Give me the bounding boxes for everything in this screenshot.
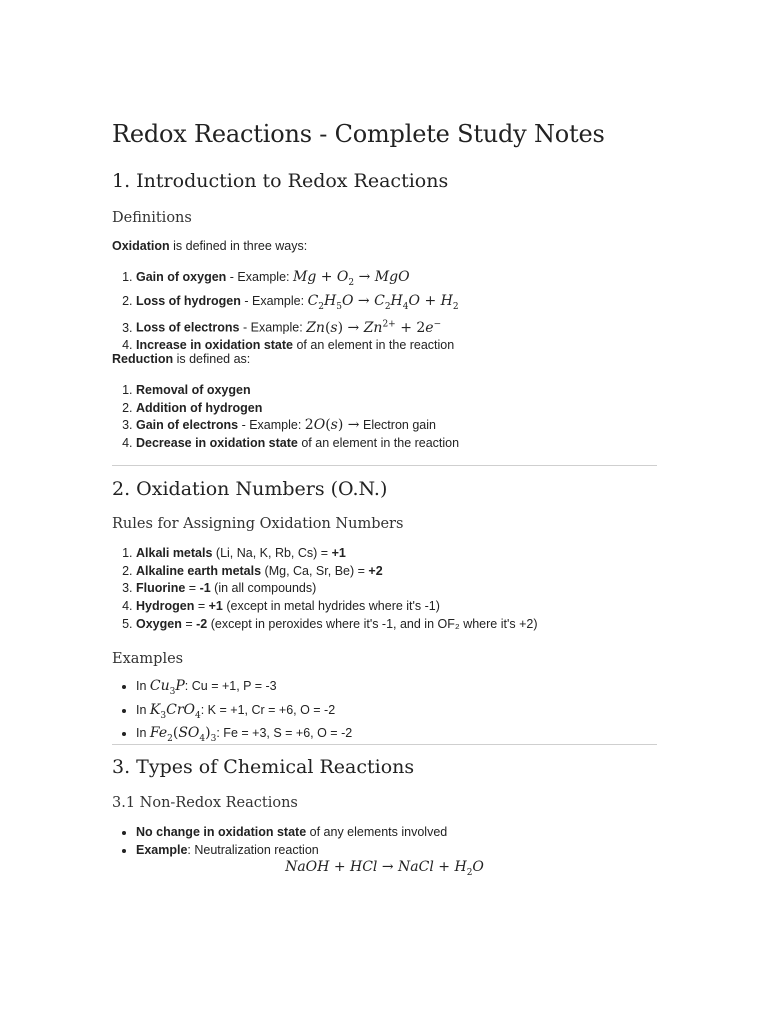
- item-bold: Addition of hydrogen: [136, 400, 263, 415]
- reduction-list: [112, 382, 459, 453]
- item-bold: Loss of hydrogen: [136, 293, 241, 308]
- list-item: [136, 702, 352, 726]
- item-bold: Decrease in oxidation state: [136, 436, 298, 451]
- item-bold: No change in oxidation state: [136, 825, 307, 839]
- item-text: of an element in the reaction: [293, 338, 455, 353]
- item-value: +1: [331, 546, 346, 560]
- examples-list: [112, 678, 352, 749]
- oxidation-intro: [112, 238, 307, 256]
- item-text: =: [181, 616, 197, 631]
- list-item: [136, 400, 459, 418]
- item-after-text: (except in peroxides where it's -1, and in OF₂ where it's +2): [207, 616, 538, 631]
- item-value: -1: [199, 581, 211, 596]
- reduction-intro: [112, 351, 250, 369]
- item-text: - Example:: [226, 270, 293, 284]
- item-after-text: : K = +1, Cr = +6, O = -2: [200, 702, 336, 717]
- item-after-text: : Fe = +3, S = +6, O = -2: [216, 726, 353, 740]
- item-bold: Alkaline earth metals: [136, 563, 262, 578]
- divider: [112, 465, 657, 466]
- non-redox-subheading: 3.1 Non-Redox Reactions: [112, 795, 298, 811]
- item-text: of an element in the reaction: [297, 436, 460, 451]
- rules-subheading: Rules for Assigning Oxidation Numbers: [112, 516, 404, 532]
- neutralization-equation: NaOH + HCl → NaCl + $H_2O$: [285, 859, 484, 878]
- list-item: [136, 563, 538, 581]
- item-text: =: [194, 599, 209, 614]
- list-item: [136, 545, 538, 563]
- list-item: [136, 293, 459, 317]
- list-item: [136, 842, 447, 860]
- item-after-text: (except in metal hydrides where it's -1): [222, 599, 440, 614]
- list-item: [136, 435, 459, 453]
- reduction-intro-text: is defined as:: [173, 352, 251, 366]
- definitions-subheading: Definitions: [112, 210, 192, 226]
- section-2-heading: 2. Oxidation Numbers (O.N.): [112, 478, 388, 500]
- list-item: [136, 598, 538, 616]
- item-after-text: : Cu = +1, P = -3: [184, 679, 277, 693]
- section-1-heading: 1. Introduction to Redox Reactions: [112, 170, 449, 192]
- item-after-text: Electron gain: [359, 418, 436, 433]
- rules-list: [112, 545, 538, 634]
- oxidation-intro-text: is defined in three ways:: [169, 239, 308, 253]
- item-after-text: (in all compounds): [210, 581, 317, 596]
- formula-k3cro4: $K_3CrO_4$: [149, 701, 201, 721]
- item-text: In: [136, 726, 150, 740]
- item-text: In: [136, 679, 150, 693]
- item-bold: Loss of electrons: [136, 320, 240, 335]
- equation-zn: $Zn(s) \to Zn^{2+} + 2e^-$: [306, 319, 442, 336]
- item-value: +1: [208, 599, 223, 614]
- item-text: of any elements involved: [306, 825, 448, 839]
- item-bold: Fluorine: [136, 581, 186, 596]
- oxidation-list: [112, 269, 459, 355]
- list-item: [136, 417, 459, 435]
- item-bold: Gain of electrons: [136, 418, 239, 433]
- item-value: +2: [368, 563, 383, 578]
- formula-fe2so43: $Fe_2(SO_4)_3$: [149, 725, 217, 744]
- item-bold: Hydrogen: [136, 599, 195, 614]
- item-bold: Example: [136, 842, 188, 857]
- item-bold: Removal of oxygen: [136, 383, 251, 397]
- oxidation-term: Oxidation: [112, 239, 170, 253]
- list-item: [136, 824, 447, 842]
- page-title: Redox Reactions - Complete Study Notes: [112, 120, 605, 148]
- list-item: [136, 269, 459, 293]
- item-bold: Alkali metals: [136, 546, 213, 560]
- section-3-heading: 3. Types of Chemical Reactions: [112, 756, 415, 778]
- item-text: =: [185, 581, 200, 596]
- item-text: (Li, Na, K, Rb, Cs) =: [212, 546, 332, 560]
- equation-c2h5o: $C_2H_5O \to C_2H_4O + H_2$: [307, 292, 459, 312]
- item-value: -2: [196, 616, 208, 631]
- reduction-term: Reduction: [112, 352, 174, 366]
- formula-cu3p: $Cu_3P$: [149, 678, 185, 697]
- item-text: (Mg, Ca, Sr, Be) =: [261, 563, 369, 578]
- item-bold: Oxygen: [136, 616, 182, 631]
- item-bold: Gain of oxygen: [136, 270, 227, 284]
- item-text: - Example:: [240, 293, 308, 308]
- item-text: - Example:: [238, 418, 305, 433]
- item-bold: Increase in oxidation state: [136, 338, 293, 353]
- examples-subheading: Examples: [112, 651, 184, 667]
- equation-2o: 2O(s) →: [304, 417, 360, 434]
- list-item: [136, 382, 459, 400]
- list-item: [136, 616, 538, 634]
- non-redox-list: [112, 824, 447, 859]
- item-text: : Neutralization reaction: [187, 842, 319, 857]
- list-item: [136, 678, 352, 702]
- item-text: - Example:: [239, 320, 307, 335]
- item-text: In: [136, 702, 150, 717]
- list-item: [136, 580, 538, 598]
- equation-mg: $Mg + O_2$ → MgO: [292, 269, 410, 288]
- divider: [112, 744, 657, 745]
- list-item: [136, 316, 459, 337]
